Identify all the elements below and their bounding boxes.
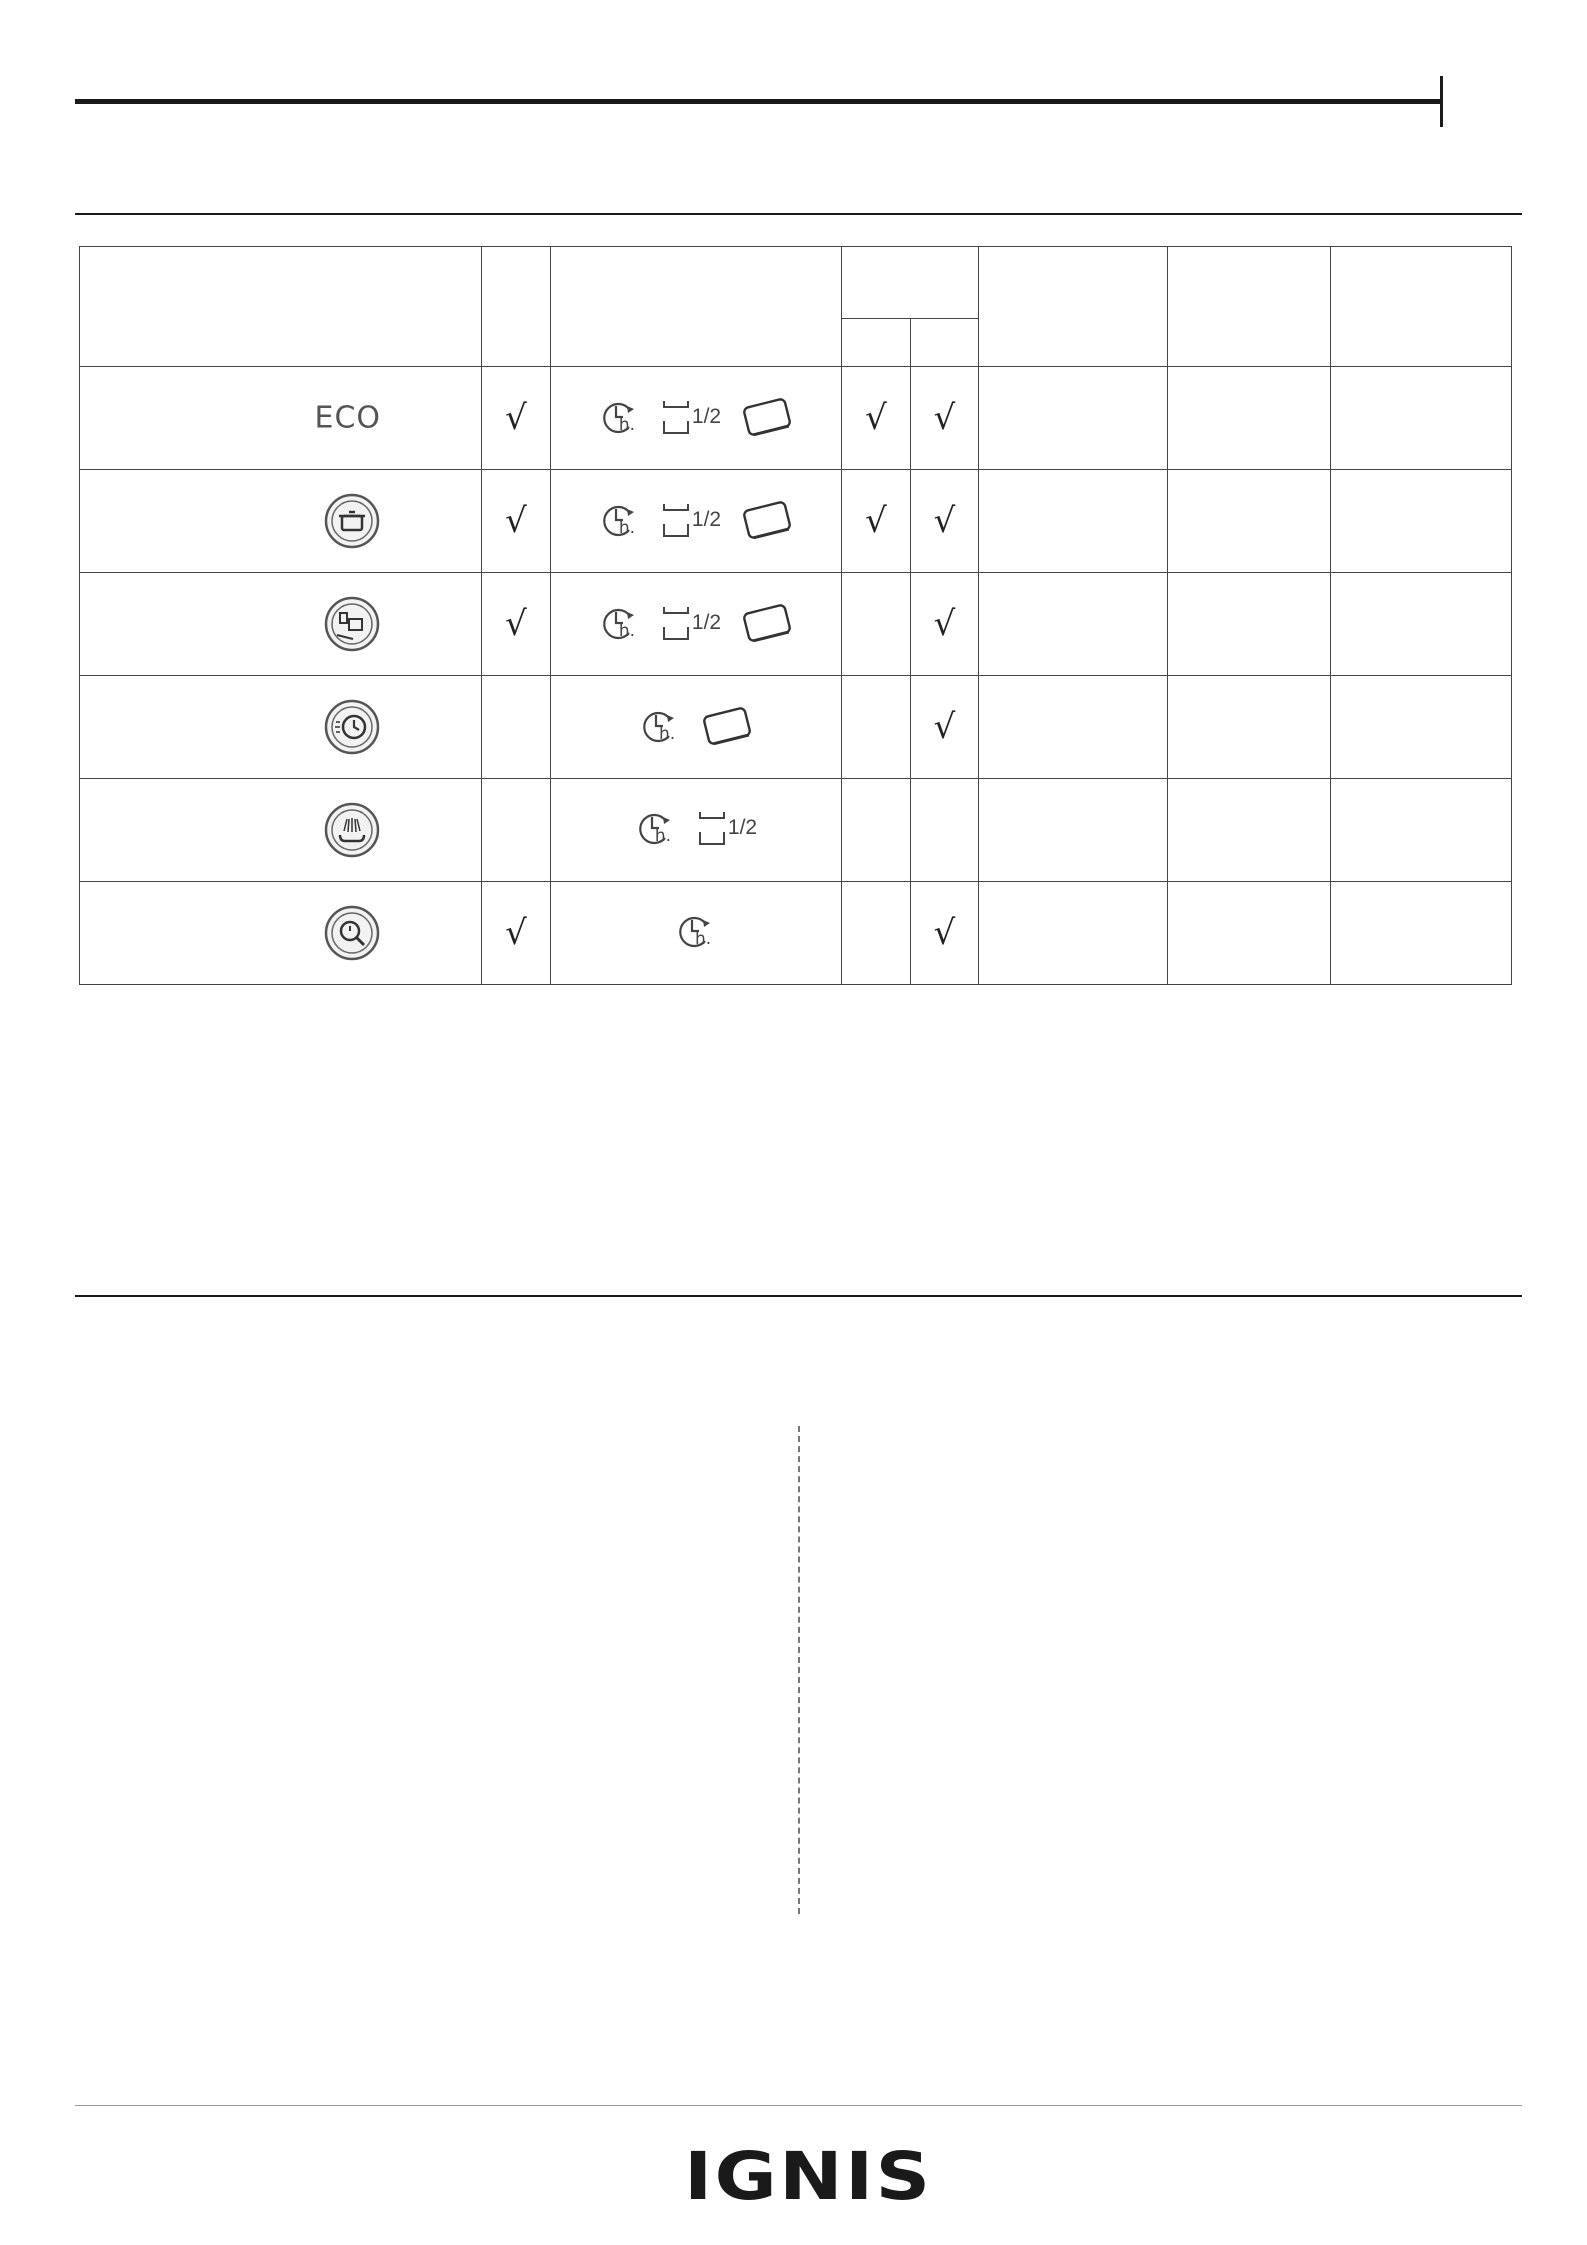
half-load-icon — [661, 397, 721, 437]
options-icons — [599, 601, 793, 645]
delay-h-label: h. — [659, 723, 676, 744]
sub1-cell — [842, 779, 911, 882]
check-mark: √ — [933, 501, 956, 541]
sub1-cell — [842, 367, 911, 470]
col6-cell — [1168, 676, 1331, 779]
col6-cell — [1168, 367, 1331, 470]
check-mark: √ — [505, 604, 527, 644]
col5-cell — [979, 573, 1168, 676]
tablet-icon — [741, 395, 793, 439]
half-load-glyph — [661, 603, 691, 643]
col1-cell — [482, 779, 551, 882]
header-tick — [1440, 76, 1443, 127]
options-cell — [551, 882, 842, 985]
options-icons — [639, 704, 753, 748]
half-load-glyph — [661, 500, 691, 540]
col1-cell — [482, 676, 551, 779]
cycle-icon-wrap — [323, 595, 381, 653]
half-load-glyph — [661, 397, 691, 437]
check-mark: √ — [505, 501, 527, 541]
header-sub2 — [911, 319, 979, 367]
col7-cell — [1331, 470, 1512, 573]
cycle-cell — [80, 470, 482, 573]
col1-cell — [482, 573, 551, 676]
col6-cell — [1168, 779, 1331, 882]
half-load-label: 1/2 — [691, 610, 722, 634]
ignis-logo: IGNIS — [684, 2138, 933, 2215]
delay-h-label: h. — [618, 414, 636, 435]
sub2-cell — [911, 676, 979, 779]
col1-cell — [482, 367, 551, 470]
tablet-icon — [741, 498, 793, 542]
col5-cell — [979, 676, 1168, 779]
table-row — [80, 470, 1512, 573]
cycle-cell — [80, 882, 482, 985]
sub1-cell — [842, 470, 911, 573]
delay-clock-icon — [599, 397, 641, 437]
check-mark: √ — [933, 604, 956, 644]
options-cell — [551, 779, 842, 882]
options-icons — [675, 911, 717, 951]
options-icons — [599, 498, 793, 542]
half-load-icon — [661, 603, 721, 643]
half-load-glyph — [697, 808, 727, 848]
header-col1 — [482, 247, 551, 367]
check-mark: √ — [933, 913, 956, 953]
col7-cell — [1331, 573, 1512, 676]
delay-h-label: h. — [654, 825, 672, 846]
sub1-cell — [842, 573, 911, 676]
delay-clock-icon — [639, 706, 681, 746]
sub2-cell — [911, 367, 979, 470]
check-mark: √ — [865, 501, 887, 541]
col7-cell — [1331, 367, 1512, 470]
column-dashed-divider — [798, 1426, 800, 1914]
col5-cell — [979, 882, 1168, 985]
check-mark: √ — [505, 398, 527, 438]
half-load-icon — [661, 500, 721, 540]
table-row — [80, 367, 1512, 470]
sub1-cell — [842, 676, 911, 779]
col5-cell — [979, 470, 1168, 573]
options-cell — [551, 470, 842, 573]
cycles-options-table — [79, 246, 1512, 985]
table-row — [80, 573, 1512, 676]
half-load-icon — [697, 808, 757, 848]
cycle-cell — [80, 779, 482, 882]
glass-pot-circle-icon — [323, 595, 381, 653]
header-col5 — [979, 247, 1168, 367]
options-cell — [551, 573, 842, 676]
cycle-icon-wrap — [323, 904, 381, 962]
cycle-cell — [80, 676, 482, 779]
col7-cell — [1331, 779, 1512, 882]
rinse-shower-circle-icon — [323, 801, 381, 859]
col1-cell — [482, 882, 551, 985]
fast-clock-circle-icon — [323, 698, 381, 756]
header-sub1 — [842, 319, 911, 367]
delay-clock-icon — [599, 603, 641, 643]
options-icons — [635, 808, 757, 848]
cycle-cell — [80, 573, 482, 676]
header-rule — [75, 99, 1443, 104]
check-mark: √ — [933, 707, 956, 747]
eco-text-icon: ECO — [314, 400, 381, 436]
options-icons — [599, 395, 793, 439]
table-row — [80, 882, 1512, 985]
header-col6 — [1168, 247, 1331, 367]
col1-cell — [482, 470, 551, 573]
col5-cell — [979, 779, 1168, 882]
sub1-cell — [842, 882, 911, 985]
delay-clock-icon — [635, 808, 677, 848]
delay-h-label: h. — [618, 620, 636, 641]
col6-cell — [1168, 573, 1331, 676]
check-mark: √ — [933, 398, 956, 438]
options-cell — [551, 676, 842, 779]
delay-clock-icon — [599, 500, 641, 540]
col6-cell — [1168, 470, 1331, 573]
footer-rule — [75, 2105, 1522, 2106]
sub2-cell — [911, 882, 979, 985]
cycle-icon-wrap — [323, 801, 381, 859]
col7-cell — [1331, 882, 1512, 985]
cycle-icon-wrap — [323, 492, 381, 550]
delay-h-label: h. — [695, 928, 712, 949]
section-rule-top — [75, 213, 1522, 215]
half-load-label: 1/2 — [691, 404, 722, 428]
check-mark: √ — [505, 913, 527, 953]
delay-clock-icon — [675, 911, 717, 951]
col5-cell — [979, 367, 1168, 470]
check-mark: √ — [865, 398, 887, 438]
header-options — [551, 247, 842, 367]
col6-cell — [1168, 882, 1331, 985]
self-clean-circle-icon — [323, 904, 381, 962]
cycle-icon-wrap — [323, 698, 381, 756]
tablet-icon — [701, 704, 753, 748]
sub2-cell — [911, 573, 979, 676]
tablet-icon — [741, 601, 793, 645]
sub2-cell — [911, 470, 979, 573]
col7-cell — [1331, 676, 1512, 779]
header-cycle — [80, 247, 482, 367]
half-load-label: 1/2 — [727, 815, 758, 839]
delay-h-label: h. — [618, 517, 636, 538]
section-rule-middle — [75, 1295, 1522, 1297]
table-row — [80, 779, 1512, 882]
half-load-label: 1/2 — [691, 507, 722, 531]
cycle-icon-wrap — [314, 401, 381, 436]
cycle-cell — [80, 367, 482, 470]
sub2-cell — [911, 779, 979, 882]
header-group — [842, 247, 979, 319]
header-col7 — [1331, 247, 1512, 367]
pot-circle-icon — [323, 492, 381, 550]
options-cell — [551, 367, 842, 470]
table-row — [80, 676, 1512, 779]
